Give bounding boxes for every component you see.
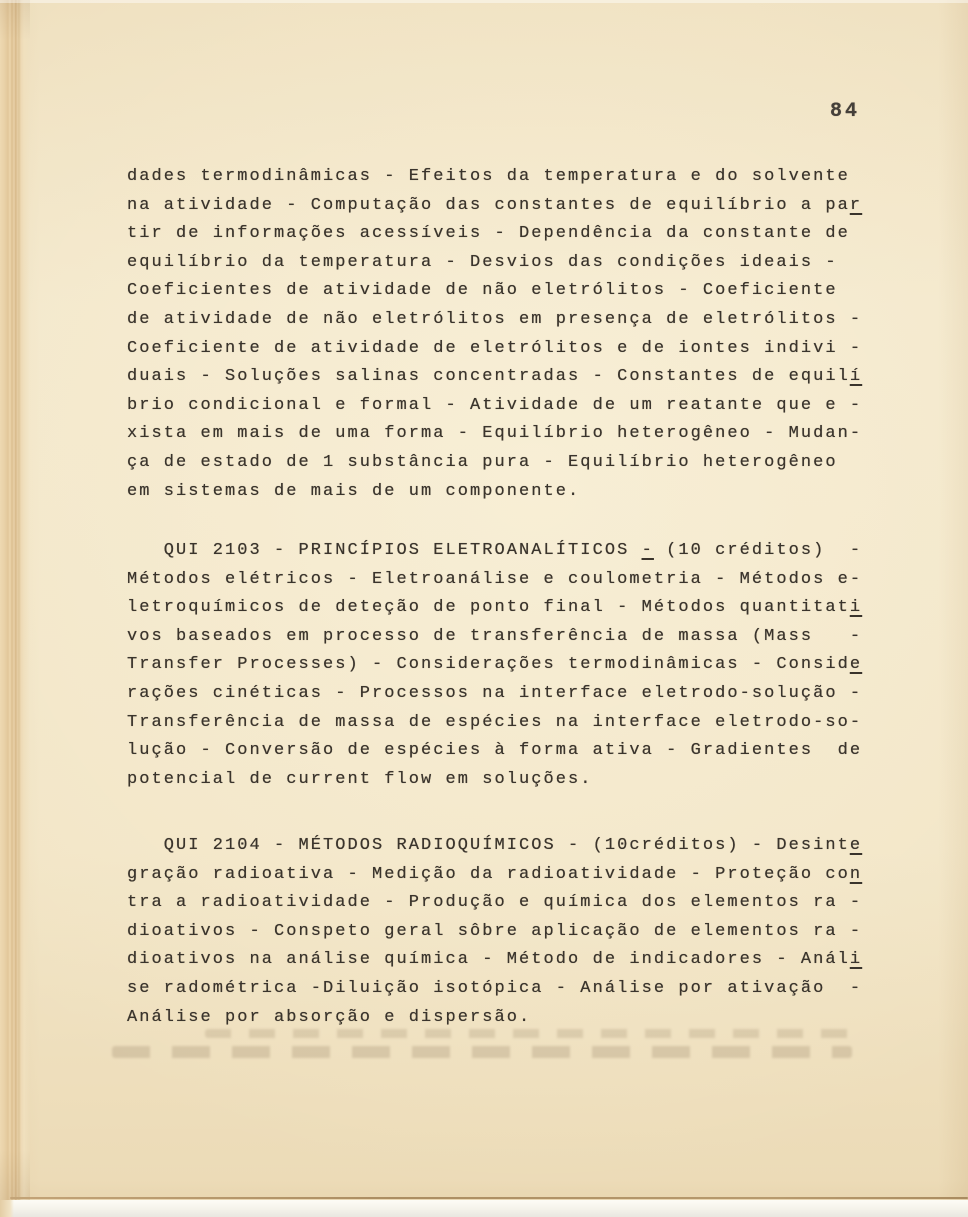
scanner-background-strip: [0, 1200, 968, 1217]
ink-show-through-smudge: [205, 1029, 865, 1038]
text-line: em sistemas de mais de um componente.: [127, 481, 581, 501]
text-line: QUI 2104 - MÉTODOS RADIOQUÍMICOS - (10créditos) - Desinte: [127, 836, 863, 855]
text-line: se radométrica -Diluição isotópica - Análise por ativação -: [127, 978, 863, 998]
book-binding-edge: [0, 0, 30, 1217]
text-line: tir de informações acessíveis - Dependência da constante de: [127, 224, 850, 244]
text-line: rações cinéticas - Processos na interface eletrodo-solução -: [127, 683, 863, 703]
text-line: xista em mais de uma forma - Equilíbrio heterogêneo - Mudan-: [127, 424, 863, 444]
text-line: QUI 2103 - PRINCÍPIOS ELETROANALÍTICOS - (10 créditos) -: [127, 541, 863, 560]
text-line: equilíbrio da temperatura - Desvios das condições ideais -: [127, 252, 838, 272]
text-line: Métodos elétricos - Eletroanálise e coulometria - Métodos e-: [127, 569, 863, 589]
text-line: Análise por absorção e dispersão.: [127, 1007, 532, 1027]
text-line: de atividade de não eletrólitos em presença de eletrólitos -: [127, 309, 863, 329]
text-line: Coeficiente de atividade de eletrólitos e de iontes indivi -: [127, 338, 863, 358]
text-line: duais - Soluções salinas concentradas - Constantes de equilí: [127, 367, 863, 387]
paragraph-course-continuation: [127, 163, 887, 506]
text-line: tra a radioatividade - Produção e química dos elementos ra -: [127, 893, 863, 913]
paragraph-course-qui-2104: [127, 832, 887, 1032]
paragraph-course-qui-2103: [127, 537, 887, 794]
text-line: vos baseados em processo de transferência de massa (Mass -: [127, 626, 863, 646]
text-line: Transferência de massa de espécies na interface eletrodo-so-: [127, 712, 863, 732]
ink-show-through-smudge: [112, 1046, 852, 1058]
text-line: gração radioativa - Medição da radioatividade - Proteção con: [127, 864, 863, 884]
text-line: dades termodinâmicas - Efeitos da temperatura e do solvente: [127, 167, 850, 186]
text-line: potencial de current flow em soluções.: [127, 769, 593, 789]
page-number: 84: [830, 100, 861, 123]
text-line: brio condicional e formal - Atividade de um reatante que e -: [127, 395, 863, 415]
page-bottom-edge-line: [10, 1197, 968, 1199]
text-line: na atividade - Computação das constantes de equilíbrio a par: [127, 195, 863, 215]
text-line: dioativos na análise química - Método de indicadores - Análi: [127, 950, 863, 970]
text-line: Transfer Processes) - Considerações termodinâmicas - Conside: [127, 655, 863, 675]
text-line: Coeficientes de atividade de não eletrólitos - Coeficiente: [127, 281, 838, 301]
text-line: letroquímicos de deteção de ponto final - Métodos quantitati: [127, 598, 863, 618]
text-line: dioativos - Conspeto geral sôbre aplicação de elementos ra -: [127, 921, 863, 941]
text-line: lução - Conversão de espécies à forma ativa - Gradientes de: [127, 741, 863, 761]
page-top-edge: [0, 0, 968, 3]
text-line: ça de estado de 1 substância pura - Equilíbrio heterogêneo: [127, 452, 838, 472]
